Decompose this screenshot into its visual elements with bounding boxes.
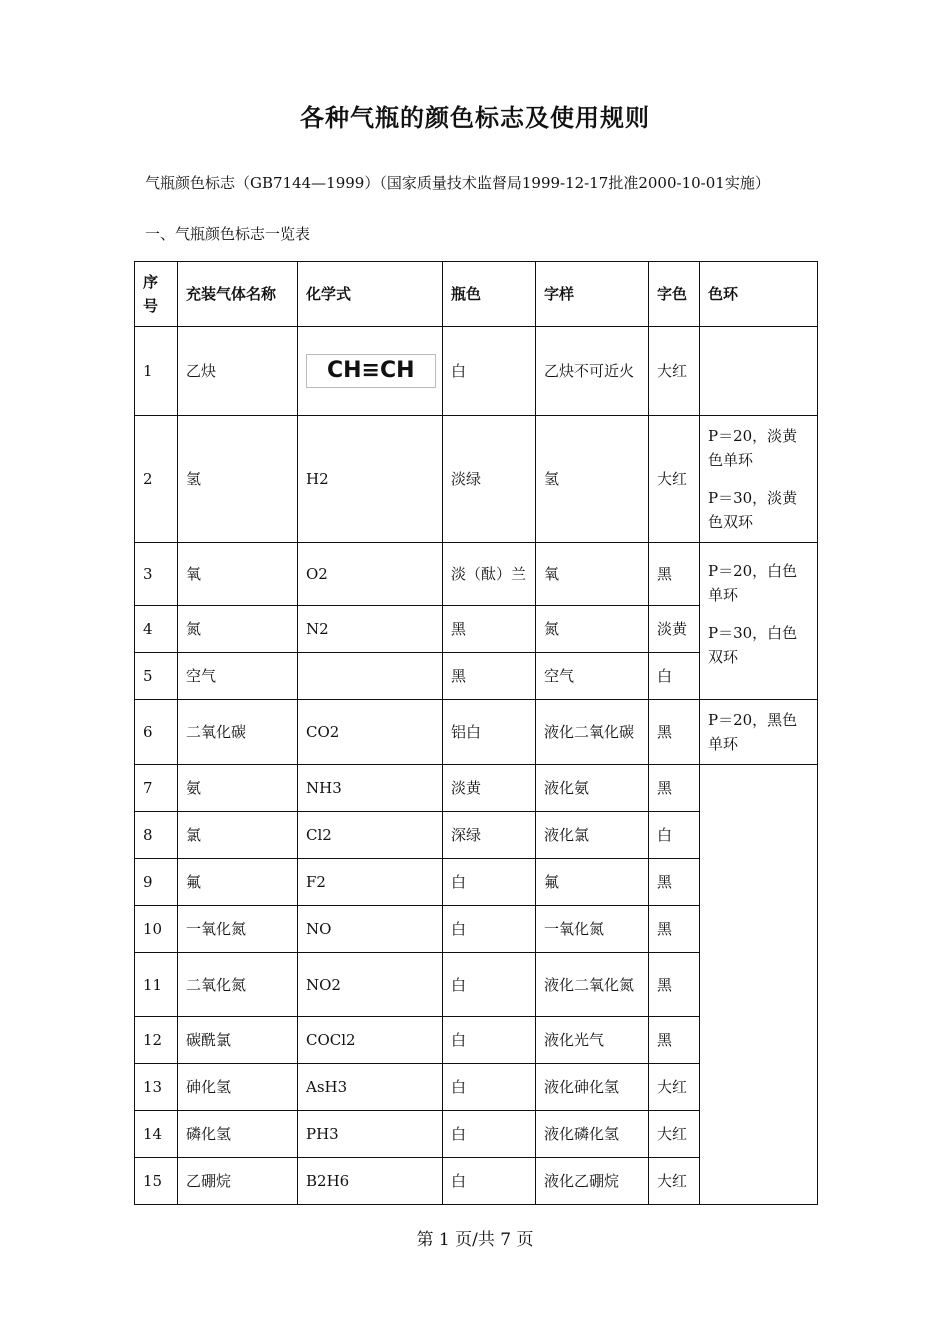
cell-lettering-color: 淡黄	[649, 606, 700, 653]
cell-lettering: 液化二氧化氮	[536, 953, 649, 1017]
table-row	[135, 327, 818, 416]
table-row	[135, 700, 818, 765]
cell-lettering: 液化磷化氢	[536, 1111, 649, 1158]
cell-gas-name: 氧	[178, 543, 298, 606]
gas-cylinder-color-table	[134, 261, 818, 1205]
cell-bottle-color: 深绿	[443, 812, 536, 859]
cell-lettering: 氮	[536, 606, 649, 653]
ring-spec: P＝20，黑色单环	[708, 711, 798, 753]
cell-gas-name: 乙炔	[178, 327, 298, 416]
cell-lettering: 液化砷化氢	[536, 1064, 649, 1111]
cell-gas-name: 一氧化氮	[178, 906, 298, 953]
cell-bottle-color: 白	[443, 327, 536, 416]
cell-gas-name: 氮	[178, 606, 298, 653]
header-lettering-color: 字色	[649, 262, 700, 327]
cell-formula: NO	[298, 906, 443, 953]
header-no: 序号	[135, 262, 178, 327]
page-footer: 第 1 页/共 7 页	[416, 1230, 534, 1250]
cell-lettering-color: 黑	[649, 700, 700, 765]
cell-bottle-color: 白	[443, 1064, 536, 1111]
cell-lettering-color: 黑	[649, 906, 700, 953]
cell-lettering: 液化二氧化碳	[536, 700, 649, 765]
cell-no: 10	[135, 906, 178, 953]
cell-gas-name: 空气	[178, 653, 298, 700]
cell-lettering-color: 大红	[649, 1158, 700, 1205]
cell-lettering-color: 白	[649, 812, 700, 859]
cell-bottle-color: 铝白	[443, 700, 536, 765]
cell-formula: F2	[298, 859, 443, 906]
cell-gas-name: 二氧化氮	[178, 953, 298, 1017]
cell-lettering: 乙炔不可近火	[536, 327, 649, 416]
cell-no: 15	[135, 1158, 178, 1205]
cell-no: 6	[135, 700, 178, 765]
cell-formula: PH3	[298, 1111, 443, 1158]
cell-gas-name: 氟	[178, 859, 298, 906]
cell-lettering-color: 黑	[649, 859, 700, 906]
cell-gas-name: 碳酰氯	[178, 1017, 298, 1064]
header-color-ring: 色环	[700, 262, 818, 327]
cell-gas-name: 砷化氢	[178, 1064, 298, 1111]
cell-formula: NH3	[298, 765, 443, 812]
cell-formula: H2	[298, 416, 443, 543]
cell-formula: NO2	[298, 953, 443, 1017]
cell-formula: COCl2	[298, 1017, 443, 1064]
cell-bottle-color: 白	[443, 906, 536, 953]
header-gas-name: 充装气体名称	[178, 262, 298, 327]
cell-lettering: 氧	[536, 543, 649, 606]
cell-lettering: 氟	[536, 859, 649, 906]
table-row	[135, 765, 818, 812]
table-row	[135, 416, 818, 543]
ring-spec: P＝30，白色双环	[708, 624, 798, 666]
section-heading: 一、气瓶颜色标志一览表	[145, 225, 311, 243]
page-title: 各种气瓶的颜色标志及使用规则	[300, 104, 650, 132]
cell-lettering: 空气	[536, 653, 649, 700]
ring-spec: P＝20，淡黄色单环	[708, 427, 798, 469]
cell-formula: Cl2	[298, 812, 443, 859]
cell-lettering: 液化氨	[536, 765, 649, 812]
cell-no: 3	[135, 543, 178, 606]
header-lettering: 字样	[536, 262, 649, 327]
cell-lettering-color: 黑	[649, 543, 700, 606]
cell-bottle-color: 白	[443, 1017, 536, 1064]
cell-no: 7	[135, 765, 178, 812]
cell-no: 5	[135, 653, 178, 700]
cell-color-ring	[700, 765, 818, 1205]
cell-no: 12	[135, 1017, 178, 1064]
cell-gas-name: 乙硼烷	[178, 1158, 298, 1205]
cell-lettering: 液化乙硼烷	[536, 1158, 649, 1205]
cell-formula: AsH3	[298, 1064, 443, 1111]
cell-lettering-color: 大红	[649, 1064, 700, 1111]
cell-formula: N2	[298, 606, 443, 653]
cell-bottle-color: 白	[443, 1158, 536, 1205]
cell-bottle-color: 淡绿	[443, 416, 536, 543]
cell-formula: B2H6	[298, 1158, 443, 1205]
cell-lettering-color: 大红	[649, 327, 700, 416]
cell-bottle-color: 白	[443, 953, 536, 1017]
cell-bottle-color: 白	[443, 859, 536, 906]
cell-formula: CO2	[298, 700, 443, 765]
cell-no: 11	[135, 953, 178, 1017]
cell-gas-name: 氨	[178, 765, 298, 812]
cell-no: 14	[135, 1111, 178, 1158]
cell-bottle-color: 黑	[443, 606, 536, 653]
ring-spec: P＝30，淡黄色双环	[708, 489, 798, 531]
cell-color-ring	[700, 700, 818, 765]
cell-no: 9	[135, 859, 178, 906]
subtitle: 气瓶颜色标志（GB7144—1999）（国家质量技术监督局1999-12-17批准2000-10-01实施）	[145, 174, 770, 192]
header-bottle-color: 瓶色	[443, 262, 536, 327]
cell-gas-name: 氯	[178, 812, 298, 859]
cell-lettering: 液化氯	[536, 812, 649, 859]
formula-image: CH≡CH	[306, 354, 436, 388]
cell-no: 4	[135, 606, 178, 653]
cell-no: 13	[135, 1064, 178, 1111]
cell-lettering-color: 黑	[649, 953, 700, 1017]
cell-bottle-color: 白	[443, 1111, 536, 1158]
cell-lettering-color: 黑	[649, 765, 700, 812]
ring-spec: P＝20，白色单环	[708, 562, 798, 604]
cell-formula	[298, 653, 443, 700]
cell-lettering-color: 黑	[649, 1017, 700, 1064]
cell-lettering: 液化光气	[536, 1017, 649, 1064]
cell-lettering: 氢	[536, 416, 649, 543]
cell-color-ring	[700, 327, 818, 416]
cell-formula: O2	[298, 543, 443, 606]
cell-lettering: 一氧化氮	[536, 906, 649, 953]
cell-color-ring	[700, 543, 818, 700]
cell-lettering-color: 白	[649, 653, 700, 700]
cell-gas-name: 磷化氢	[178, 1111, 298, 1158]
cell-bottle-color: 淡黄	[443, 765, 536, 812]
cell-formula	[298, 327, 443, 416]
table-row	[135, 543, 818, 606]
cell-bottle-color: 淡（酞）兰	[443, 543, 536, 606]
cell-no: 2	[135, 416, 178, 543]
cell-lettering-color: 大红	[649, 416, 700, 543]
cell-lettering-color: 大红	[649, 1111, 700, 1158]
cell-gas-name: 二氧化碳	[178, 700, 298, 765]
cell-gas-name: 氢	[178, 416, 298, 543]
cell-no: 1	[135, 327, 178, 416]
table-header-row	[135, 262, 818, 327]
cell-color-ring	[700, 416, 818, 543]
cell-no: 8	[135, 812, 178, 859]
header-formula: 化学式	[298, 262, 443, 327]
cell-bottle-color: 黑	[443, 653, 536, 700]
